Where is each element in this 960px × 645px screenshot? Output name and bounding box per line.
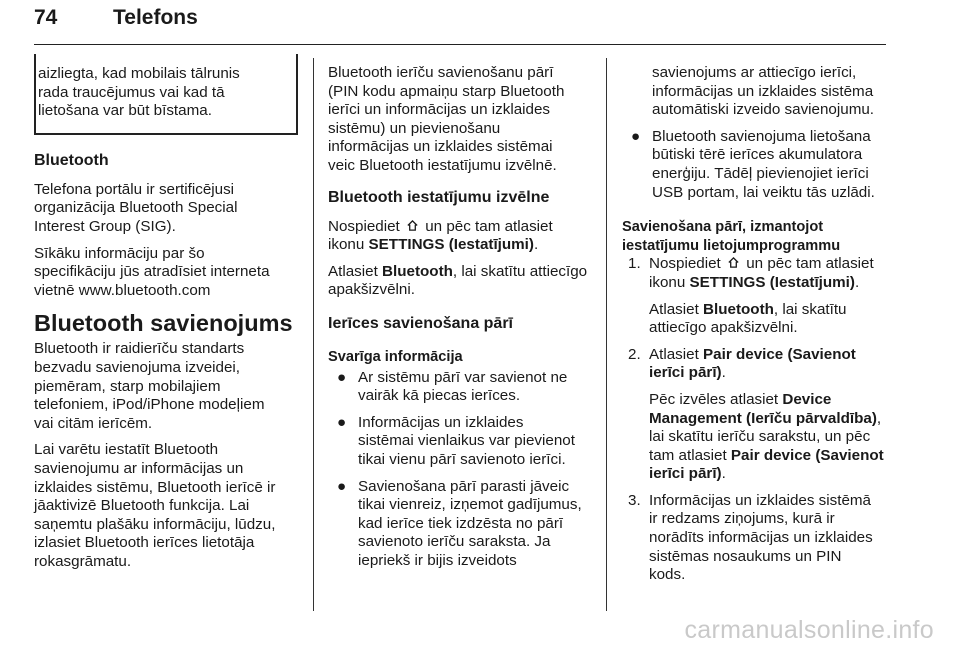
- heading-device-pairing: Ierīces savienošana pārī: [328, 314, 513, 332]
- column-2: [328, 64, 598, 578]
- pair-device-label: Pair device (Savienot: [703, 345, 856, 363]
- text-line: būtiski tērē ierīces akumulatora: [652, 146, 863, 164]
- bullet-icon: ●: [337, 477, 347, 495]
- text-line: lai skatītu ierīču sarakstu, un pēc: [649, 428, 871, 446]
- text-line: Bluetooth ierīču savienošanu pārī: [328, 64, 554, 81]
- text-line: apakšizvēlni.: [328, 281, 415, 299]
- heading-bluetooth-settings-menu: Bluetooth iestatījumu izvēlne: [328, 188, 550, 206]
- paragraph: [34, 441, 298, 571]
- text-line: iestatījumu lietojumprogrammu: [622, 237, 841, 254]
- text-line: savienojumu ar informācijas un: [34, 459, 244, 477]
- column-divider: [606, 58, 607, 611]
- heading-bluetooth-connection: Bluetooth savienojums: [34, 310, 293, 337]
- text: Atlasiet: [649, 345, 699, 363]
- text-line: USB portam, lai veiktu tās uzlādi.: [652, 183, 875, 201]
- text: Nospiediet: [328, 217, 400, 235]
- list-item-step-1: [622, 255, 888, 292]
- paragraph: [34, 245, 298, 301]
- bluetooth-label: Bluetooth: [703, 300, 774, 318]
- step-number: 1.: [628, 255, 641, 273]
- list-item: [622, 128, 888, 202]
- text-line: ierīci un informācijas un izklaides: [328, 101, 550, 119]
- pair-device-label: Pair device (Savienot: [730, 446, 884, 464]
- text-line: bezvadu savienojuma izveidei,: [34, 358, 240, 376]
- text-line: Telefona portālu ir sertificējusi: [34, 180, 235, 198]
- text-line: piemēram, starp mobilajiem: [34, 377, 221, 395]
- text-line: sistēmas nosaukums un PIN: [649, 547, 842, 565]
- paragraph: [328, 218, 598, 255]
- paragraph: [622, 391, 888, 484]
- settings-label: SETTINGS (Iestatījumi): [368, 236, 534, 254]
- text: Atlasiet: [328, 262, 378, 280]
- text-line: vairāk kā piecas ierīces.: [358, 387, 521, 405]
- text-line: Savienošana pārī, izmantojot: [622, 219, 824, 236]
- paragraph: [622, 64, 888, 120]
- text-line: tikai vienreiz, izņemot gadījumus,: [358, 496, 582, 514]
- text: , lai skatītu: [773, 300, 847, 318]
- list-item: [328, 414, 598, 470]
- text-line: Bluetooth savienojuma lietošana: [652, 127, 871, 145]
- watermark: carmanualsonline.info: [684, 616, 934, 644]
- text-line: ir redzams ziņojums, kurā ir: [649, 510, 835, 528]
- text-line: rokasgrāmatu.: [34, 552, 132, 570]
- text-line: sistēmai vienlaikus var pievienot: [358, 432, 575, 450]
- column-3: [622, 64, 888, 593]
- paragraph: [622, 301, 888, 338]
- text: Nospiediet: [649, 255, 721, 273]
- paragraph: [328, 263, 598, 300]
- list-item: [328, 369, 598, 406]
- text: .: [533, 236, 539, 254]
- text-line: vietnē www.bluetooth.com: [34, 281, 211, 299]
- text-line: Informācijas un izklaides sistēmā: [649, 491, 871, 509]
- paragraph: [34, 340, 298, 433]
- device-management-label: Device: [782, 390, 832, 408]
- text-line: Bluetooth ir raidierīču standarts: [34, 340, 245, 358]
- text-line: savienoto ierīču saraksta. Ja: [358, 533, 551, 551]
- home-icon: [727, 256, 740, 269]
- text-line: Savienošana pārī parasti jāveic: [358, 477, 570, 495]
- text-line: savienojums ar attiecīgo ierīci,: [652, 64, 857, 81]
- text-line: Interest Group (SIG).: [34, 217, 176, 235]
- text-line: vai citām ierīcēm.: [34, 414, 153, 432]
- text-line: Informācijas un izklaides: [358, 413, 524, 431]
- text: un pēc tam atlasiet: [425, 217, 553, 235]
- text-line: sistēmu) un pievienošanu: [328, 119, 501, 137]
- column-divider: [313, 58, 314, 611]
- text-line: Lai varētu iestatīt Bluetooth: [34, 441, 219, 459]
- paragraph: [328, 64, 598, 176]
- text: un pēc tam atlasiet: [746, 255, 874, 273]
- step-number: 3.: [628, 491, 641, 509]
- bullet-icon: ●: [337, 368, 347, 386]
- column-1: [34, 54, 298, 579]
- text-line: lietošana var būt bīstama.: [38, 102, 212, 120]
- paragraph: [34, 181, 298, 237]
- text-line: kad ierīce tiek izdzēsta no pārī: [358, 514, 564, 532]
- settings-label: SETTINGS (Iestatījumi): [689, 273, 855, 291]
- text: .: [721, 465, 726, 483]
- text-line: automātiski izveido savienojumu.: [652, 101, 875, 119]
- text-line: jāaktivizē Bluetooth funkcija. Lai: [34, 497, 250, 515]
- heading-bluetooth: Bluetooth: [34, 151, 109, 169]
- header-rule: [34, 44, 886, 45]
- note-box: [34, 54, 298, 135]
- text-line: informācijas un izklaides sistēmai: [328, 138, 553, 156]
- text-line: norādīts informācijas un izklaides: [649, 529, 873, 547]
- page-number: 74: [34, 6, 58, 29]
- list-item: [328, 478, 598, 571]
- text-line: izlasiet Bluetooth ierīces lietotāja: [34, 534, 255, 552]
- important-info-label: Svarīga informācija: [328, 348, 463, 365]
- bluetooth-label: Bluetooth: [382, 262, 453, 280]
- text-line: organizācija Bluetooth Special: [34, 199, 238, 217]
- text-line: veic Bluetooth iestatījumu izvēlnē.: [328, 156, 557, 174]
- text-line: informācijas un izklaides sistēma: [652, 82, 874, 100]
- device-management-label: Management (Ierīču pārvaldība): [649, 409, 877, 427]
- text: Pēc izvēles atlasiet: [649, 390, 779, 408]
- text: .: [721, 364, 726, 382]
- text: , lai skatītu attiecīgo: [452, 262, 588, 280]
- text-line: rada traucējumus vai kad tā: [38, 83, 225, 101]
- text: ,: [876, 409, 882, 427]
- text-line: specifikāciju jūs atradīsiet interneta: [34, 263, 270, 281]
- text-line: Sīkāku informāciju par šo: [34, 244, 205, 262]
- text-line: Ar sistēmu pārī var savienot ne: [358, 368, 568, 386]
- list-item-step-3: [622, 492, 888, 585]
- pair-device-label: ierīci pārī): [649, 465, 722, 483]
- bullet-icon: ●: [337, 413, 347, 431]
- list-item-step-2: [622, 346, 888, 383]
- text-line: izklaides sistēmu, Bluetooth ierīcē ir: [34, 478, 276, 496]
- step-number: 2.: [628, 345, 641, 363]
- pair-device-label: ierīci pārī): [649, 364, 722, 382]
- text-line: enerģiju. Tādēļ pievienojiet ierīci: [652, 164, 869, 182]
- text-line: telefoniem, iPod/iPhone modeļiem: [34, 396, 265, 414]
- text-line: kods.: [649, 566, 686, 584]
- bullet-icon: ●: [631, 127, 641, 145]
- home-icon: [406, 219, 419, 232]
- text-line: aizliegta, kad mobilais tālrunis: [38, 65, 240, 82]
- text: ikonu: [328, 236, 365, 254]
- text-line: iepriekš ir bijis izveidots: [358, 551, 517, 569]
- text: .: [854, 273, 860, 291]
- text-line: (PIN kodu apmaiņu starp Bluetooth: [328, 82, 565, 100]
- text-line: saņemtu plašāku informāciju, lūdzu,: [34, 515, 276, 533]
- text: ikonu: [649, 273, 686, 291]
- text: Atlasiet: [649, 300, 699, 318]
- chapter-title: Telefons: [113, 6, 198, 29]
- text-line: attiecīgo apakšizvēlni.: [649, 319, 798, 337]
- subheading-pairing-app: [622, 218, 888, 255]
- text-line: tikai vienu pārī savienoto ierīci.: [358, 450, 566, 468]
- text: tam atlasiet: [649, 446, 727, 464]
- page-header: [34, 0, 886, 50]
